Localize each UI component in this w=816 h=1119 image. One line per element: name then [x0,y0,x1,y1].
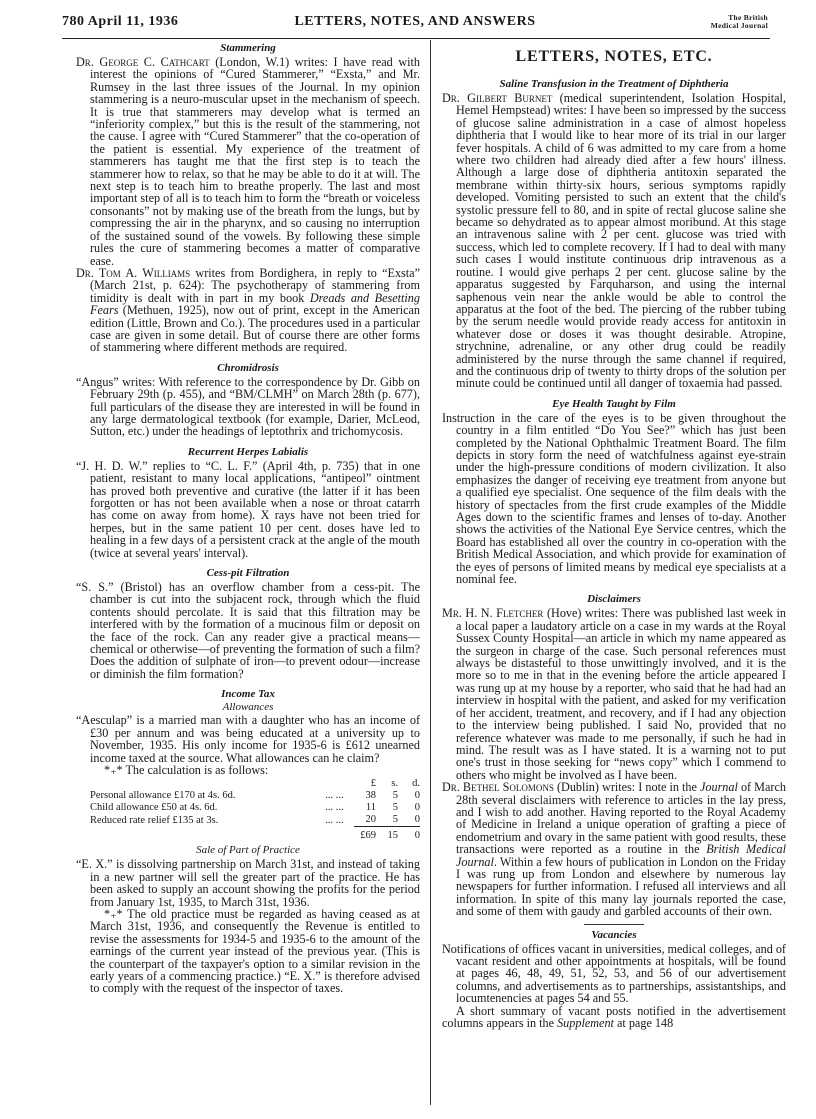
calc-shillings: 5 [392,814,398,826]
page-number-date: 780 April 11, 1936 [62,14,179,29]
calc-dots: ... ... [325,790,344,802]
total-pence: 0 [398,827,420,843]
section-title-cesspit: Cess-pit Filtration [206,567,290,580]
letter-burnet-text: (medical superintendent, Isolation Hospital, Hemel Hempstead) writes: I have been so impressed by the success of glucose saline administration in a case of almost hopeless diphtheria that I would like to hear more of its trial in our larger fever hospitals. A child of 6 was admitted to my care from a home where two children had already died after a few hours' illness. Although a large dose of diphtheria antitoxin separated the membrane within thirty-six hours, serious symptoms rapidly developed. Vomiting persisted to such an extent that the child's systolic pressure fell to 80, and in spite of rectal glucose saline she became so dehydrated as to appear almost moribund. At this stage an intravenous saline with 2 per cent. glucose was tried with success, which led to complete recovery. If I had to deal with many such cases I would institute continuous drip intravenous as a routine. I would give perhaps 2 per cent. glucose saline by the apparatus suggested by Farquharson, and using the internal saphenous vein near the ankle would be able to control the apparatus at the foot of the bed. The piercing of the rubber tubing by the serum needle would provide ready access for antitoxin in whatever dose or doses it was thought desirable. Atropine, strychnine, adrenaline, or any other drug could be readily administered by the nurse through the same channel if required, and the continuous drip of twenty to thirty drops of the solution per minute could be continued until all danger of toxaemia had passed. [456,91,786,391]
main-title: LETTERS, NOTES, ETC. [515,48,713,65]
section-title-sale: Sale of Part of Practice [196,844,300,857]
total-shillings: 15 [376,827,398,843]
journal-name-line1: The British [728,13,768,22]
letter-ex: “E. X.” is dissolving partnership on March 31st, and instead of taking in a new partner will sell the greater part of the practice. He has been asked to supply an account showing the profits for the period from January 1st, 1935, to March 31st, 1936. [76,857,420,909]
header-rule [62,38,770,39]
journal-ref: Journal [699,780,738,795]
letter-angus: “Angus” writes: With reference to the correspondence by Dr. Gibb on February 29th (p. 455), and “BM/CLMH” on March 28th (p. 677), full particulars of the disease they are interested in will be found in any large dermatological textbook (for example, Darier, McLeod, Sutton, etc.) under the headings of leptothrix and trichomycosis. [76,374,420,439]
calc-shillings: 5 [392,790,398,802]
total-pounds: £69 [354,827,376,843]
vacancies-summary [442,1005,786,1030]
section-divider [584,924,644,925]
calc-dots: ... ... [325,802,344,814]
letter-solomons-text-b: of March 28th several disclaimers with reference to articles in the lay press, and I wish to add another. Having reported to the Royal Academy of Medicine in Ireland a unique operation of grafting a piece of endometrium and ovary in the same patient with good results, these transactions were reported as a routine in the [456,780,786,857]
supplement-ref: Supplement [557,1016,614,1031]
section-title-chromidrosis: Chromidrosis [217,361,279,374]
calc-row [76,790,420,802]
calc-pence: 0 [414,814,420,826]
author-burnet: Dr. Gilbert Burnet [442,91,553,105]
letter-fletcher [442,607,786,781]
letter-cathcart-text: (London, W.1) writes: I have read with interest the opinions of “Cured Stammerer,” “Exsta,” and Mr. Rumsey in the last three issues of the Journal. In my opinion stammering is a neuro-muscular upset in the mechanism of speech. It is true that stammerers may develop what is termed an “inferiority complex,” but this is the result of the stammering, not the cause. I agree with “Cured Stammerer” that the co-operation of the patient is essential. My experience of the treatment of stammerers has taught me that the first step is to teach the stammerer how to relax, so that he may be able to do it at will. The next step is to teach him to breathe properly. The last and most important step of all is to teach him to form the “breath or voiceless consonants” not by making use of the breath from the lungs, but by compressing the air in the pharynx, and so causing no interruption of the sustained sound of the vowels. By following these simple rules the cure of stammering becomes a matter of comparative ease. [90,55,420,268]
letter-solomons-text-a: (Dublin) writes: I note in the [553,780,700,795]
page-header [62,14,768,36]
letter-aesculap: “Aesculap” is a married man with a daughter who has an income of £30 per annum and was being educated at a university up to November, 1935. His only income for 1935-6 is £612 unearned income taxed at the source. What allowances can he claim? [76,713,420,765]
author-williams: Dr. Tom A. Williams [76,265,191,280]
calc-label: Reduced rate relief £135 at 3s. [90,814,219,826]
calc-pence: 0 [414,790,420,802]
column-divider [430,40,431,1105]
running-title: LETTERS, NOTES, AND ANSWERS [294,14,536,29]
calc-pence: 0 [414,802,420,814]
section-title-disclaimers: Disclaimers [587,593,641,606]
calc-pounds: 20 [365,814,376,826]
eye-film-text: Instruction in the care of the eyes is to be given throughout the country in a film entitled “Do You See?” which has just been completed by the National Ophthalmic Treatment Board. The film depicts in story form the need of watchfulness against eye-strain under the high-pressure conditions of modern civilization. It also emphasizes the danger of receiving eye treatment from anyone but a qualified eye specialist. One sequence of the film deals with the history of spectacles from the first crude examples of the Middle Ages down to the scientific frames and lenses of to-day. Another shows the activities of the National Eye Service centres, which the Board has established all over the country in co-operation with the British Medical Association, and which provide for examination of the eyes of persons of limited means by medical eye specialists at a nominal fee. [442,410,786,587]
book-title: Dreads and Besetting Fears [90,290,420,318]
calc-label: Personal allowance £170 at 4s. 6d. [90,790,236,802]
section-title-vacancies: Vacancies [591,928,637,941]
letter-burnet [442,92,786,390]
col-pound: £ [370,778,376,790]
calc-row [76,814,420,827]
vacancies-summary-a: A short summary of vacant posts notified in the advertisement columns appears in the [442,1003,786,1031]
calc-row [76,802,420,814]
calc-pounds: 11 [365,802,376,814]
section-title-stammering: Stammering [220,42,276,54]
calc-intro: *₊* The calculation is as follows: [104,762,269,777]
section-title-eye: Eye Health Taught by Film [552,397,676,410]
letter-williams [76,267,420,354]
author-solomons: Dr. Bethel Solomons [442,780,554,795]
journal-name-line2: Medical Journal [710,21,768,30]
subtitle-allowances: Allowances [222,701,274,714]
letter-solomons-text-c: . Within a few hours of publication in London on the Friday I was rung up from London and elsewhere by numerous lay newspapers for further information. I refused all interviews and all information. In spite of this many lay journals reported the case, and some of them with gaudy and garbled accounts of their own. [456,854,786,919]
calc-dots: ... ... [325,814,344,826]
journal-name [711,14,768,30]
letter-ss: “S. S.” (Bristol) has an overflow chamber from a cess-pit. The chamber is cut into the subjacent rock, through which the fluid contents should percolate. It is said that this filtration may be interfered with by the formation of a mucinous film or deposit on the face of the rock. Can any reader give a practical means—chemical or otherwise—of preventing the formation of such a film? Does the addition of sulphate of iron—to prevent odour—increase or diminish the film formation? [76,580,420,681]
author-cathcart: Dr. George C. Cathcart [76,55,210,69]
section-title-saline: Saline Transfusion in the Treatment of Diphtheria [499,78,729,90]
calc-pounds: 38 [365,790,376,802]
vacancies-summary-b: at page 148 [613,1016,674,1031]
letter-williams-text-b: (Methuen, 1925), now out of print, except in the American edition (Little, Brown and Co.). The procedures used in a particular case are given in some detail. But of course there are other forms of stammering where different methods are required. [90,303,420,355]
right-column [442,44,786,1029]
letter-cathcart [76,56,420,267]
bmj-ref: British Medical Journal [456,842,786,869]
calc-shillings: 5 [392,802,398,814]
calc-total-row [76,827,420,843]
calc-header-row [76,778,420,790]
letter-solomons [442,781,786,917]
author-fletcher: Mr. H. N. Fletcher [442,606,544,621]
col-shillings: s. [391,778,398,790]
col-pence: d. [412,778,420,790]
section-title-herpes: Recurrent Herpes Labialis [187,445,309,458]
letter-fletcher-text: (Hove) writes: There was published last week in a local paper a laudatory article on a case in my wards at the Royal Sussex County Hospital—an article in which my name appeared as the surgeon in charge of the case. Such personal references must always be distasteful to those unwittingly involved, and it is the more so to me in that in the evening before the article appeared I was rung up at my house by a reporter, who said that he had had an interview in hospital with the patient, and asked for my verification of her accident, treatment, and recovery, and if I had any objection to the interview being published. I said No, provided that no reference whatever was made to me personally, if such he had in mind. The result was as I have stated. It is a warning not to put one's trust in those seeking for “news copy” which I commend to others who might be involved as I have been. [456,606,786,782]
letter-williams-text-a: writes from Bordighera, in reply to “Exsta” (March 21st, p. 624): The psychotherapy of stammering from timidity is dealt with in part in my book [90,265,420,305]
allowance-calc-table [76,778,420,842]
vacancies-text: Notifications of offices vacant in universities, medical colleges, and of vacant resident and other appointments at hospitals, will be found at pages 46, 48, 49, 51, 52, 53, and 56 of our advertisement columns, and advertisements as to partnerships, assistantships, and locumtenencies at pages 54 and 55. [442,941,786,1006]
section-title-income-tax: Income Tax [221,688,275,701]
letter-jhdw: “J. H. D. W.” replies to “C. L. F.” (April 4th, p. 735) that in one patient, resistant to many local applications, “antipeol” ointment has proved both preventive and curative (the latter if it has been forgotten or has not been available when a nose or throat catarrh has come on away from home). X rays have not been tried for herpes, but in the same patient 10 per cent. doses have led to healing in a few days of a persistent crack at the angle of the mouth (twice at several years' interval). [76,458,420,560]
sale-answer: *₊* The old practice must be regarded as having ceased as at March 31st, 1936, and consequently the Revenue is entitled to revise the assessments for 1934-5 and 1935-6 to the amount of the earnings of the current year instead of the previous year. (This is the counterpart of the taxpayer's option to a similar revision in the early years of a commencing practice.) “E. X.” is therefore advised to comply with the request of the inspector of taxes. [90,906,420,996]
calc-label: Child allowance £50 at 4s. 6d. [90,802,218,814]
left-column [76,42,420,995]
